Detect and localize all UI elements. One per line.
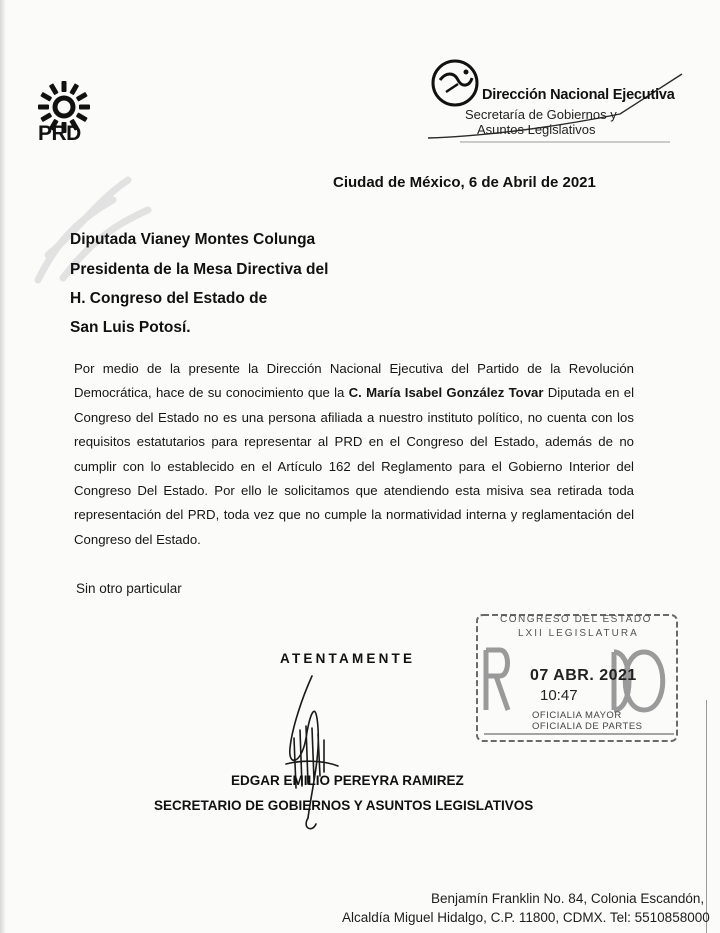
atentamente-label: ATENTAMENTE [280,651,416,666]
prd-logo-text: PRD [38,122,81,145]
footer-address-line-2: Alcaldía Miguel Hidalgo, C.P. 11800, CDMX. Tel: 5510858000 [342,910,710,925]
recipient-line-2: Presidenta de la Mesa Directiva del [70,261,329,278]
recipient-line-1: Diputada Vianey Montes Colunga [70,231,316,248]
header-subtitle-2: Asuntos Legislativos [477,122,596,137]
signer-name: EDGAR EMILIO PEREYRA RAMIREZ [231,773,464,788]
dne-emblem-icon [428,58,482,108]
footer-address-line-1: Benjamín Franklin No. 84, Colonia Escandón, [431,891,705,906]
letter-date: Ciudad de México, 6 de Abril de 2021 [333,174,596,191]
letter-body [74,357,634,552]
body-part-2: Diputada en el Congreso del Estado no es una persona afiliada a nuestro instituto político, no cuenta con los requisitos estatutarios para representar al PRD en el Congreso del Estado, además de no cumplir con lo establecido en el Artículo 162 del Reglamento para el Gobierno Interior del Congreso Del Estado. Por ello le solicitamos que atendiendo esta misiva sea retirada toda representación del PRD, toda vez que no cumple la normatividad interna y reglamentación del Congreso del Estado. [74,385,635,547]
watermark-icon [18,160,178,300]
scan-right-border [706,700,707,933]
body-part-1: Por medio de la presente la Dirección Nacional Ejecutiva del Partido de la Revolución Democrática, hace de su conocimiento que la [74,361,634,401]
stamp-time: 10:47 [540,687,578,704]
stamp-date: 07 ABR. 2021 [530,667,637,684]
stamp-legislature-label: LXII LEGISLATURA [518,628,639,639]
closing-line: Sin otro particular [76,581,182,596]
header-subtitle-1: Secretaría de Gobiernos y [465,107,617,122]
scan-shadow-edge [0,0,6,933]
recipient-line-4: San Luis Potosí. [70,319,191,336]
stamp-office-1: OFICIALIA MAYOR [532,710,622,721]
stamp-office-2: OFICIALIA DE PARTES [532,721,643,732]
stamp-congress-label: CONGRESO DEL ESTADO [500,614,652,625]
recipient-line-3: H. Congreso del Estado de [70,290,268,307]
header-title: Dirección Nacional Ejecutiva [482,87,675,103]
signer-title: SECRETARIO DE GOBIERNOS Y ASUNTOS LEGISLATIVOS [154,798,534,813]
body-bold-name: C. María Isabel González Tovar [348,385,544,401]
